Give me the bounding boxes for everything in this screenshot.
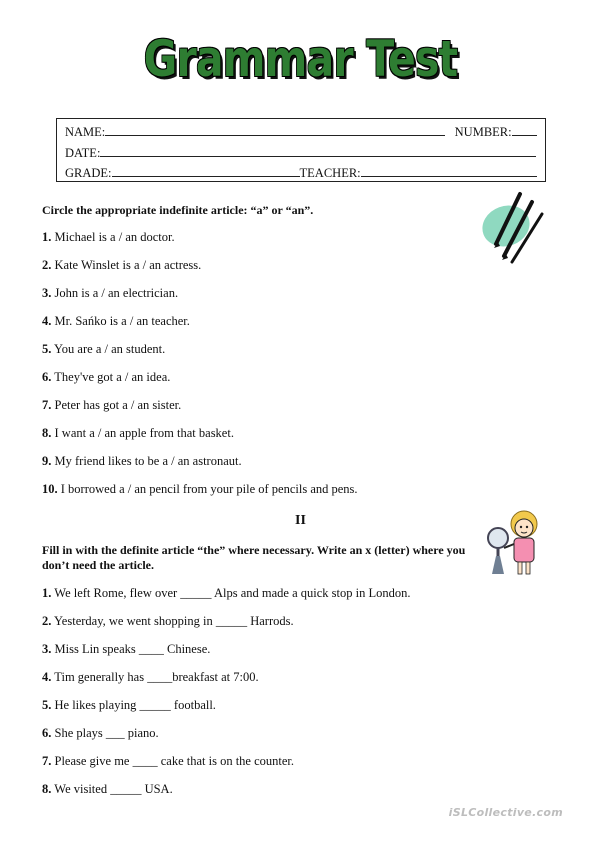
watermark: iSLCollective.com [448,806,563,819]
list-item: 8. I want a / an apple from that basket. [42,426,234,440]
number-field[interactable] [512,124,537,136]
girl-magnifier-icon [484,508,550,578]
section2-instruction-line2: don’t need the article. [42,558,154,572]
list-item: 5. He likes playing _____ football. [42,698,216,712]
page-title: Grammar Test [143,30,458,88]
list-item: 1. Michael is a / an doctor. [42,230,175,244]
list-item: 2. Yesterday, we went shopping in _____ Harrods. [42,614,294,628]
list-item: 1. We left Rome, flew over _____ Alps and made a quick stop in London. [42,586,411,600]
date-label: DATE: [65,146,101,160]
list-item: 2. Kate Winslet is a / an actress. [42,258,202,272]
student-info-box [56,118,546,182]
list-item: 7. Please give me ____ cake that is on the counter. [42,754,295,768]
name-row [65,124,537,140]
section2-instruction-line1: Fill in with the definite article “the” where necessary. Write an x (letter) where you [42,543,466,557]
grade-row [65,165,537,181]
list-item: 4. Tim generally has ____breakfast at 7:00. [42,670,259,684]
list-item: 6. They've got a / an idea. [42,370,171,384]
list-item: 6. She plays ___ piano. [42,726,159,740]
list-item: 3. John is a / an electrician. [42,286,179,300]
number-label: NUMBER: [454,125,512,139]
date-row [65,145,537,161]
name-field[interactable] [105,124,445,136]
section1-instruction: Circle the appropriate indefinite article: “a” or “an”. [42,203,314,217]
section2-heading: II [295,513,306,528]
teacher-label: TEACHER: [299,166,361,180]
list-item: 9. My friend likes to be a / an astronaut. [42,454,242,468]
list-item: 7. Peter has got a / an sister. [42,398,182,412]
date-field[interactable] [100,145,536,157]
list-item: 8. We visited _____ USA. [42,782,173,796]
list-item: 5. You are a / an student. [42,342,166,356]
name-label: NAME: [65,125,106,139]
list-item: 10. I borrowed a / an pencil from your pile of pencils and pens. [42,482,358,496]
teacher-field[interactable] [361,165,537,177]
grade-field[interactable] [112,165,300,177]
grade-label: GRADE: [65,166,112,180]
pens-icon [478,188,550,266]
list-item: 3. Miss Lin speaks ____ Chinese. [42,642,211,656]
list-item: 4. Mr. Sańko is a / an teacher. [42,314,190,328]
